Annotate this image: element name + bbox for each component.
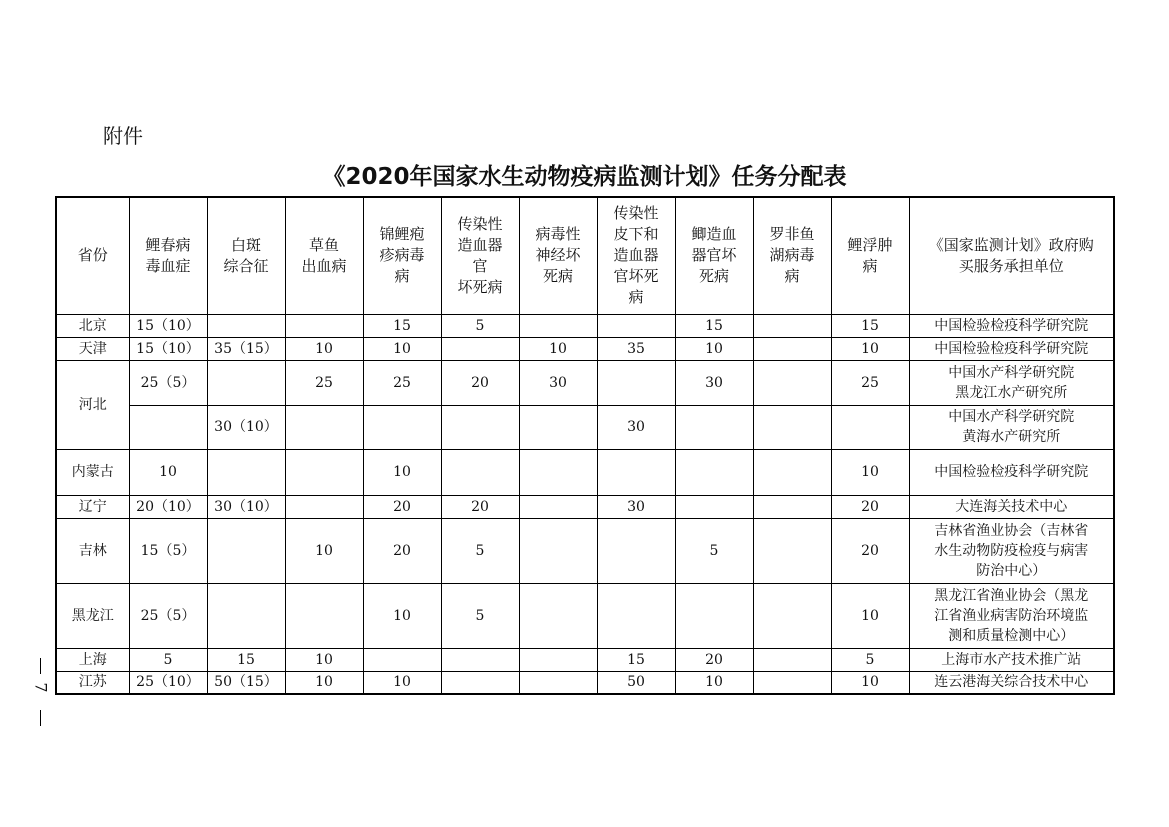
table-row bbox=[56, 583, 1114, 648]
table-cell: 15（10） bbox=[129, 337, 207, 360]
table-cell: 15（5） bbox=[129, 518, 207, 583]
province-cell: 北京 bbox=[56, 314, 129, 337]
header-row bbox=[56, 197, 1114, 314]
table-cell: 10 bbox=[831, 337, 909, 360]
table-cell: 25 bbox=[285, 360, 363, 405]
unit-cell: 上海市水产技术推广站 bbox=[909, 648, 1114, 671]
column-header: 锦鲤疱 疹病毒 病 bbox=[363, 197, 441, 314]
table-cell: 25（5） bbox=[129, 583, 207, 648]
unit-cell: 黑龙江省渔业协会（黑龙 江省渔业病害防治环境监 测和质量检测中心） bbox=[909, 583, 1114, 648]
unit-cell: 中国水产科学研究院 黑龙江水产研究所 bbox=[909, 360, 1114, 405]
table-cell: 50（15） bbox=[207, 671, 285, 694]
page-title: 《2020年国家水生动物疫病监测计划》任务分配表 bbox=[322, 164, 847, 190]
table-cell bbox=[519, 495, 597, 518]
table-cell bbox=[285, 449, 363, 495]
table-cell: 10 bbox=[363, 583, 441, 648]
table-cell bbox=[753, 648, 831, 671]
table-cell bbox=[675, 583, 753, 648]
table-cell bbox=[597, 518, 675, 583]
province-cell: 上海 bbox=[56, 648, 129, 671]
table-cell: 35（15） bbox=[207, 337, 285, 360]
table-cell bbox=[519, 518, 597, 583]
column-header: 《国家监测计划》政府购 买服务承担单位 bbox=[909, 197, 1114, 314]
unit-cell: 连云港海关综合技术中心 bbox=[909, 671, 1114, 694]
table-cell: 30 bbox=[597, 495, 675, 518]
table-cell: 10 bbox=[363, 449, 441, 495]
province-cell: 河北 bbox=[56, 360, 129, 449]
page-number-dash-bottom bbox=[40, 710, 41, 726]
table-cell: 15 bbox=[207, 648, 285, 671]
table-cell: 10 bbox=[129, 449, 207, 495]
table-cell bbox=[207, 518, 285, 583]
table-cell bbox=[363, 648, 441, 671]
table-cell bbox=[207, 360, 285, 405]
table-cell bbox=[285, 405, 363, 449]
table-cell: 25 bbox=[831, 360, 909, 405]
table-row bbox=[56, 314, 1114, 337]
table-cell: 5 bbox=[831, 648, 909, 671]
province-cell: 辽宁 bbox=[56, 495, 129, 518]
table-cell: 25 bbox=[363, 360, 441, 405]
table-row bbox=[56, 648, 1114, 671]
province-cell: 黑龙江 bbox=[56, 583, 129, 648]
table-cell bbox=[285, 583, 363, 648]
table-cell bbox=[207, 583, 285, 648]
table-cell: 25（5） bbox=[129, 360, 207, 405]
table-cell bbox=[753, 314, 831, 337]
table-cell: 25（10） bbox=[129, 671, 207, 694]
unit-cell: 吉林省渔业协会（吉林省 水生动物防疫检疫与病害 防治中心） bbox=[909, 518, 1114, 583]
table-row bbox=[56, 337, 1114, 360]
table-cell: 20 bbox=[363, 518, 441, 583]
table-cell bbox=[207, 314, 285, 337]
table-cell bbox=[129, 405, 207, 449]
table-cell bbox=[597, 360, 675, 405]
table-cell: 10 bbox=[831, 671, 909, 694]
table-cell bbox=[519, 405, 597, 449]
table-cell bbox=[597, 314, 675, 337]
table-row bbox=[56, 405, 1114, 449]
table-cell bbox=[441, 337, 519, 360]
table-cell: 35 bbox=[597, 337, 675, 360]
column-header: 省份 bbox=[56, 197, 129, 314]
table-cell bbox=[753, 337, 831, 360]
table-cell: 20 bbox=[831, 495, 909, 518]
table-cell: 10 bbox=[831, 583, 909, 648]
table-cell bbox=[519, 671, 597, 694]
table-cell bbox=[597, 449, 675, 495]
table-cell bbox=[519, 648, 597, 671]
table-row bbox=[56, 671, 1114, 694]
column-header: 传染性 造血器 官 坏死病 bbox=[441, 197, 519, 314]
table-cell: 15 bbox=[675, 314, 753, 337]
table-cell bbox=[519, 583, 597, 648]
table-row bbox=[56, 495, 1114, 518]
table-cell: 10 bbox=[363, 671, 441, 694]
table-cell bbox=[675, 495, 753, 518]
table-cell bbox=[597, 583, 675, 648]
table-cell bbox=[363, 405, 441, 449]
table-cell: 10 bbox=[363, 337, 441, 360]
page-number-dash-top bbox=[40, 658, 41, 674]
column-header: 白斑 综合征 bbox=[207, 197, 285, 314]
table-cell: 20（10） bbox=[129, 495, 207, 518]
table-cell bbox=[441, 671, 519, 694]
province-cell: 天津 bbox=[56, 337, 129, 360]
table-row bbox=[56, 360, 1114, 405]
table-cell bbox=[831, 405, 909, 449]
column-header: 草鱼 出血病 bbox=[285, 197, 363, 314]
table-cell: 10 bbox=[285, 337, 363, 360]
unit-cell: 中国水产科学研究院 黄海水产研究所 bbox=[909, 405, 1114, 449]
table-cell bbox=[285, 314, 363, 337]
table-cell: 20 bbox=[831, 518, 909, 583]
unit-cell: 中国检验检疫科学研究院 bbox=[909, 337, 1114, 360]
table-cell bbox=[441, 405, 519, 449]
table-cell: 10 bbox=[519, 337, 597, 360]
table-cell bbox=[675, 449, 753, 495]
column-header: 罗非鱼 湖病毒 病 bbox=[753, 197, 831, 314]
page-number-text: 7 bbox=[31, 682, 51, 693]
table-cell: 5 bbox=[675, 518, 753, 583]
table-cell: 5 bbox=[129, 648, 207, 671]
table-cell bbox=[753, 583, 831, 648]
table-cell: 30 bbox=[519, 360, 597, 405]
column-header: 传染性 皮下和 造血器 官坏死 病 bbox=[597, 197, 675, 314]
table-cell: 10 bbox=[285, 648, 363, 671]
column-header: 病毒性 神经坏 死病 bbox=[519, 197, 597, 314]
table-cell bbox=[753, 671, 831, 694]
province-cell: 内蒙古 bbox=[56, 449, 129, 495]
table-cell: 30 bbox=[597, 405, 675, 449]
table-cell bbox=[753, 449, 831, 495]
table-row bbox=[56, 518, 1114, 583]
unit-cell: 中国检验检疫科学研究院 bbox=[909, 314, 1114, 337]
table-cell: 50 bbox=[597, 671, 675, 694]
province-cell: 江苏 bbox=[56, 671, 129, 694]
column-header: 鲫造血 器官坏 死病 bbox=[675, 197, 753, 314]
table-cell bbox=[441, 449, 519, 495]
table-cell: 10 bbox=[831, 449, 909, 495]
province-cell: 吉林 bbox=[56, 518, 129, 583]
attachment-label: 附件 bbox=[103, 124, 143, 148]
unit-cell: 大连海关技术中心 bbox=[909, 495, 1114, 518]
table-cell: 20 bbox=[441, 360, 519, 405]
table-cell bbox=[753, 495, 831, 518]
table-cell: 30（10） bbox=[207, 405, 285, 449]
table-cell bbox=[441, 648, 519, 671]
table-cell: 30 bbox=[675, 360, 753, 405]
table-cell: 5 bbox=[441, 583, 519, 648]
table-cell bbox=[207, 449, 285, 495]
table-cell: 5 bbox=[441, 518, 519, 583]
table-cell bbox=[675, 405, 753, 449]
table-cell: 15 bbox=[597, 648, 675, 671]
table-cell bbox=[753, 518, 831, 583]
table-cell: 15 bbox=[363, 314, 441, 337]
task-allocation-table bbox=[55, 196, 1115, 695]
table-cell: 15 bbox=[831, 314, 909, 337]
table-cell: 20 bbox=[363, 495, 441, 518]
table-cell: 20 bbox=[441, 495, 519, 518]
table-cell bbox=[519, 449, 597, 495]
table-cell bbox=[753, 405, 831, 449]
column-header: 鲤春病 毒血症 bbox=[129, 197, 207, 314]
table-cell: 10 bbox=[675, 337, 753, 360]
column-header: 鲤浮肿 病 bbox=[831, 197, 909, 314]
table-cell: 10 bbox=[285, 518, 363, 583]
table-cell: 15（10） bbox=[129, 314, 207, 337]
page-number bbox=[33, 652, 49, 732]
table-cell: 20 bbox=[675, 648, 753, 671]
table-cell bbox=[285, 495, 363, 518]
table-cell bbox=[519, 314, 597, 337]
table-cell: 10 bbox=[285, 671, 363, 694]
table-cell bbox=[753, 360, 831, 405]
unit-cell: 中国检验检疫科学研究院 bbox=[909, 449, 1114, 495]
table-row bbox=[56, 449, 1114, 495]
table-cell: 5 bbox=[441, 314, 519, 337]
table-cell: 10 bbox=[675, 671, 753, 694]
table-cell: 30（10） bbox=[207, 495, 285, 518]
